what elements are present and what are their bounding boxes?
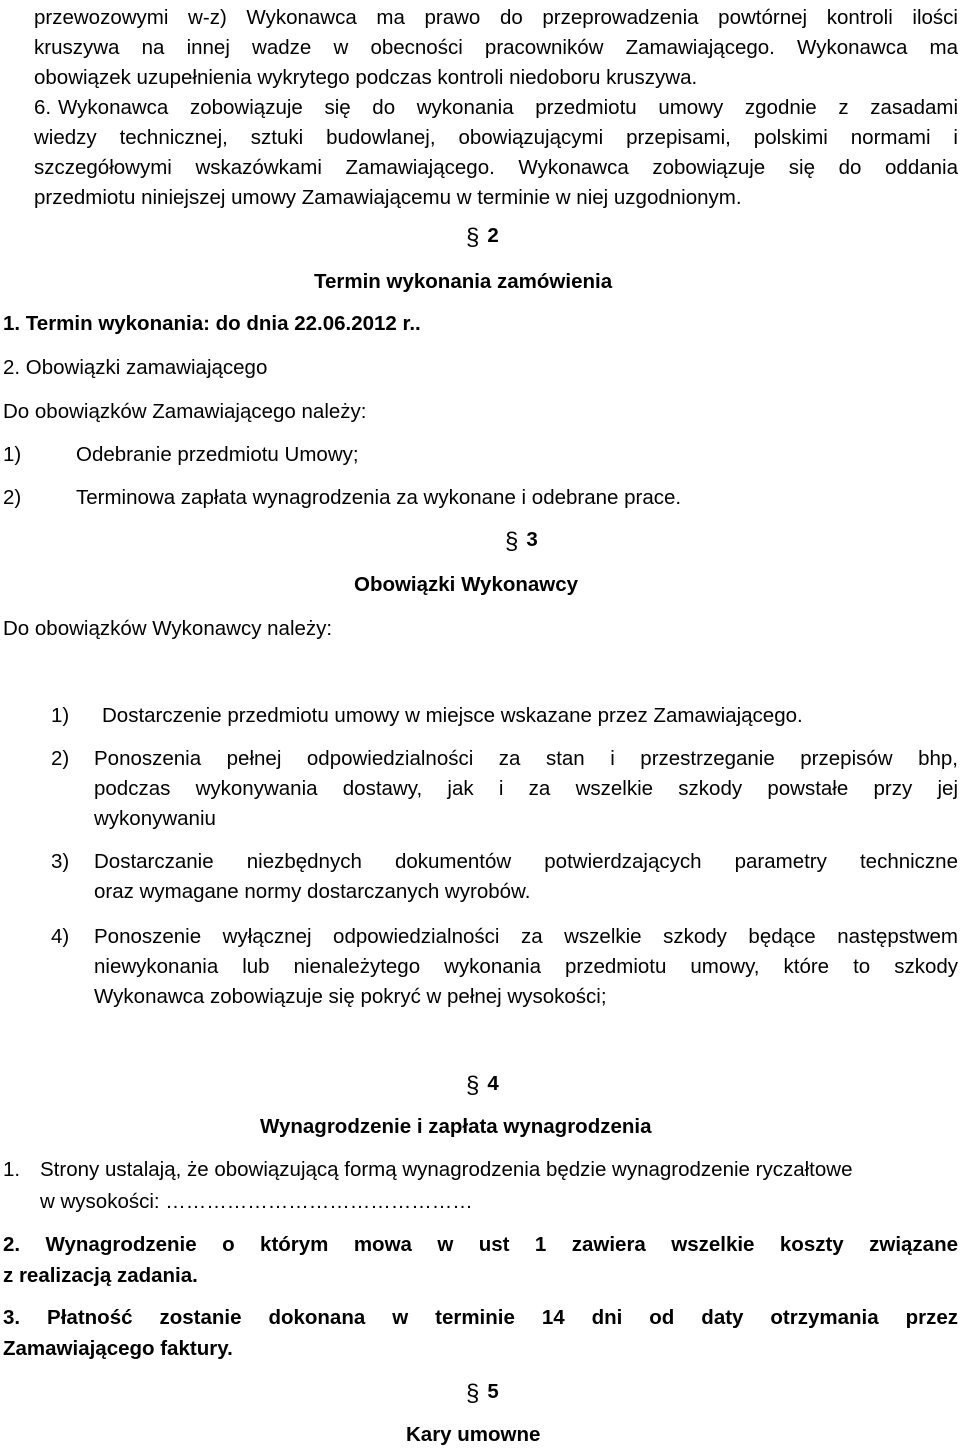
section5-heading-number [466, 1382, 499, 1406]
section3-list-num-3: 3) [51, 850, 70, 873]
section2-obligations-item: 2. Obowiązki zamawiającego [3, 356, 268, 379]
section5-number: 5 [487, 1380, 499, 1403]
section3-list-item-4-line-3: Wykonawca zobowiązuje się pokryć w pełnej wysokości; [94, 985, 607, 1008]
section-symbol: § [505, 528, 519, 555]
section3-list-item-3-line-1: Dostarczanie niezbędnych dokumentów potwierdzających parametry techniczne [94, 850, 958, 873]
section-symbol: § [466, 1072, 480, 1099]
section4-number: 4 [487, 1072, 499, 1095]
section2-intro: Do obowiązków Zamawiającego należy: [3, 400, 367, 423]
section3-number: 3 [526, 528, 538, 551]
section4-p1-line-1: Strony ustalają, że obowiązującą formą wynagrodzenia będzie wynagrodzenie ryczałtowe [40, 1158, 853, 1181]
intro-line-2: kruszywa na innej wadze w obecności pracowników Zamawiającego. Wykonawca ma [34, 36, 958, 59]
section4-heading-number [466, 1074, 499, 1098]
section4-p2-line-1: 2. Wynagrodzenie o którym mowa w ust 1 zawiera wszelkie koszty związane [3, 1233, 958, 1256]
section3-list-item-4-line-2: niewykonania lub nienależytego wykonania przedmiotu umowy, które to szkody [94, 955, 958, 978]
section5-title: Kary umowne [406, 1423, 541, 1446]
section3-list-item-4-line-1: Ponoszenie wyłącznej odpowiedzialności za wszelkie szkody będące następstwem [94, 925, 958, 948]
section3-title: Obowiązki Wykonawcy [354, 573, 579, 596]
section2-term-item: 1. Termin wykonania: do dnia 22.06.2012 r.. [3, 312, 421, 335]
item6-line-1: Wykonawca zobowiązuje się do wykonania przedmiotu umowy zgodnie z zasadami [58, 96, 958, 119]
section2-number: 2 [487, 224, 499, 247]
item6-line-4: przedmiotu niniejszej umowy Zamawiającemu w terminie w niej uzgodnionym. [34, 186, 742, 209]
section4-p3-line-1: 3. Płatność zostanie dokonana w terminie 14 dni od daty otrzymania przez [3, 1306, 958, 1329]
intro-line-1: przewozowymi w-z) Wykonawca ma prawo do przeprowadzenia powtórnej kontroli ilości [34, 6, 958, 29]
section3-list-num-4: 4) [51, 925, 70, 948]
section3-heading-number [505, 530, 538, 554]
section-symbol: § [466, 1380, 480, 1407]
section2-list-item-2: Terminowa zapłata wynagrodzenia za wykonane i odebrane prace. [76, 486, 682, 509]
section3-list-item-2-line-1: Ponoszenia pełnej odpowiedzialności za stan i przestrzeganie przepisów bhp, [94, 747, 958, 770]
section4-p2-line-2: z realizacją zadania. [3, 1264, 198, 1287]
section3-list-num-2: 2) [51, 747, 70, 770]
section3-list-item-2-line-2: podczas wykonywania dostawy, jak i za wszelkie szkody powstałe przy jej [94, 777, 958, 800]
section4-p1-num: 1. [3, 1158, 21, 1181]
section3-intro: Do obowiązków Wykonawcy należy: [3, 617, 333, 640]
section2-list-item-1: Odebranie przedmiotu Umowy; [76, 443, 359, 466]
section4-p3-line-2: Zamawiającego faktury. [3, 1337, 233, 1360]
item6-number: 6. [34, 96, 52, 119]
section3-list-item-3-line-2: oraz wymagane normy dostarczanych wyrobów. [94, 880, 531, 903]
section2-list-num-1: 1) [3, 443, 22, 466]
section3-list-num-1: 1) [51, 704, 70, 727]
item6-line-2: wiedzy technicznej, sztuki budowlanej, obowiązującymi przepisami, polskimi normami i [34, 126, 958, 149]
section4-p1-line-2: w wysokości: ……………………………………… [40, 1190, 473, 1213]
item6-line-3: szczegółowymi wskazówkami Zamawiającego. Wykonawca zobowiązuje się do oddania [34, 156, 958, 179]
section-symbol: § [466, 224, 480, 251]
section3-list-item-1-line-1: Dostarczenie przedmiotu umowy w miejsce wskazane przez Zamawiającego. [102, 704, 803, 727]
section2-title: Termin wykonania zamówienia [314, 270, 613, 293]
section3-list-item-2-line-3: wykonywaniu [94, 807, 216, 830]
section2-heading-number [466, 226, 499, 250]
section2-list-num-2: 2) [3, 486, 22, 509]
section4-title: Wynagrodzenie i zapłata wynagrodzenia [260, 1115, 652, 1138]
intro-line-3: obowiązek uzupełnienia wykrytego podczas kontroli niedoboru kruszywa. [34, 66, 698, 89]
